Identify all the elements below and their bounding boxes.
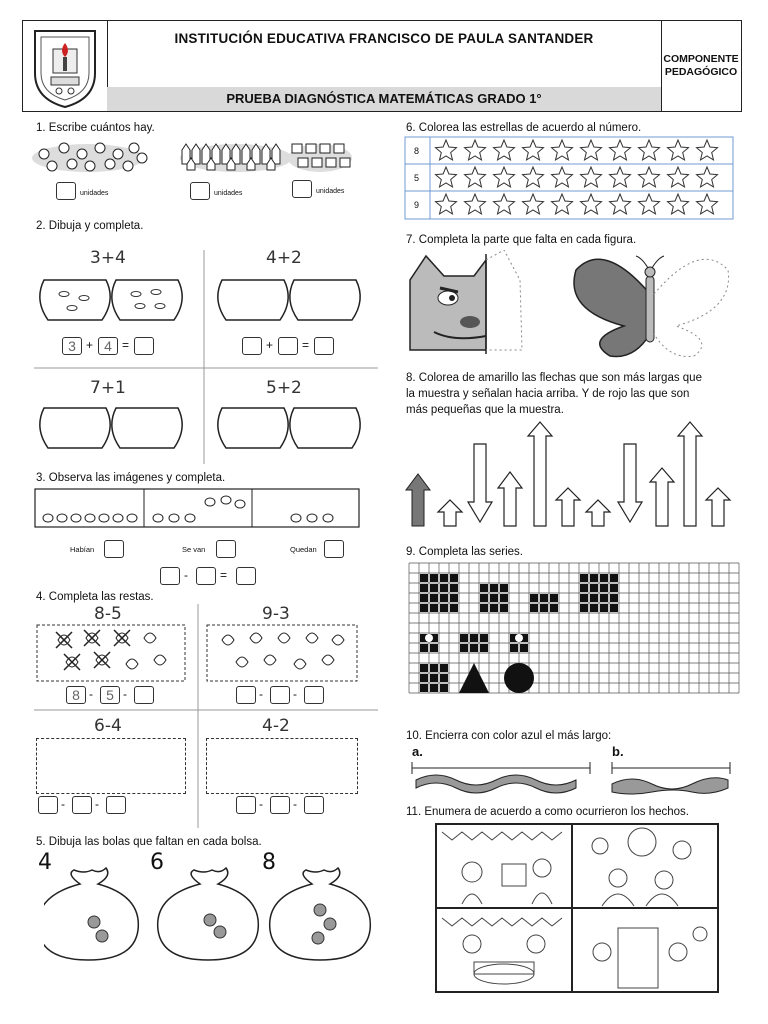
grid-cell-filled [600,574,608,582]
q4-panel3-minus-2: - [95,797,99,811]
q2-panel2-box-result[interactable] [314,337,334,355]
grid-cell-filled [500,594,508,602]
school-shield-icon [23,21,107,111]
q5-number-2: 6 [150,850,164,875]
grid-cell-filled [480,594,488,602]
grid-cell-filled [440,584,448,592]
component-label [661,53,741,79]
grid-cell-filled [500,584,508,592]
q2-panel1-equals: = [122,338,130,352]
grid-cell-filled [500,604,508,612]
grid-cell-filled [600,604,608,612]
q10-option-a-label: a. [412,744,423,759]
triangle-icon [459,663,489,693]
grid-cell-filled [420,644,428,652]
q2-panel1-expression: 3+4 [90,248,126,268]
q1-answer-box-1[interactable] [56,182,76,200]
q3-equals: = [220,568,228,582]
q3-label-habian: Habían [70,545,95,554]
q1-unit-label-2: unidades [214,190,243,197]
q11-prompt: 11. Enumera de acuerdo a como ocurrieron los hechos. [406,806,689,818]
q4-panel4-expression: 4-2 [262,716,290,736]
q2-panel1-box-result[interactable] [134,337,154,355]
q4-panel4-box-result[interactable] [304,796,324,814]
q4-panel2-box-a[interactable] [236,686,256,704]
grid-cell-filled [490,604,498,612]
q6-prompt: 6. Colorea las estrellas de acuerdo al número. [406,122,642,134]
component-cell [661,21,741,111]
q4-panel3-box-result[interactable] [106,796,126,814]
q4-prompt: 4. Completa las restas. [36,591,154,603]
q4-panel4-box-a[interactable] [236,796,256,814]
grid-cell-filled [420,674,428,682]
q1-answer-box-2[interactable] [190,182,210,200]
q1-answer-box-3[interactable] [292,180,312,198]
bags-with-balls-icon [44,866,384,966]
grid-cell-filled [600,584,608,592]
grid-cell-filled [460,644,468,652]
grid-cell-filled [580,604,588,612]
grid-cell-filled [450,604,458,612]
header-table [22,20,742,112]
grid-cell-filled [550,594,558,602]
birds-strip-image [34,488,360,528]
grid-cell-filled [610,594,618,602]
fishbowls-empty-icon [36,400,206,460]
q7-prompt: 7. Completa la parte que falta en cada figura. [406,234,637,246]
grid-cell-filled [580,574,588,582]
grid-cell-filled [540,604,548,612]
q4-panel1-box-b[interactable]: 5 [100,686,120,704]
q2-panel1-box-b[interactable]: 4 [98,337,118,355]
q4-panel3-drawing-area[interactable] [36,738,186,794]
q11-story-panels [432,822,722,994]
q4-panel2-box-b[interactable] [270,686,290,704]
q2-panel4-expression: 5+2 [266,378,302,398]
q4-panel2-box-result[interactable] [304,686,324,704]
grid-circle-mark [515,634,523,642]
grid-cell-filled [420,574,428,582]
q2-panel1-box-a[interactable]: 3 [62,337,82,355]
q2-panel3-expression: 7+1 [90,378,126,398]
grid-cell-filled [440,594,448,602]
grid-cell-filled [590,574,598,582]
q5-number-1: 4 [38,850,52,875]
fishbowls-empty-icon [214,272,384,332]
q5-number-3: 8 [262,850,276,875]
q4-panel3-box-b[interactable] [72,796,92,814]
component-line-2: PEDAGÓGICO [664,66,738,78]
grid-cell-filled [490,584,498,592]
school-logo [23,21,108,111]
grid-cell-filled [590,594,598,602]
component-line-1: COMPONENTE [663,53,739,65]
grid-cell-filled [450,584,458,592]
q6-row2-number: 5 [414,173,420,183]
fishbowls-empty-icon [214,400,384,460]
institution-cell [107,21,662,88]
q2-panel2-expression: 4+2 [266,248,302,268]
q6-star-table [404,136,734,220]
q8-prompt-line3: más pequeñas que la muestra. [406,404,564,416]
grid-cell-filled [610,574,618,582]
q3-label-quedan: Quedan [290,545,317,554]
q4-panel4-minus-2: - [293,797,297,811]
grid-cell-filled [430,664,438,672]
q3-minus: - [184,568,188,582]
q1-prompt: 1. Escribe cuántos hay. [36,122,155,134]
q4-panel3-expression: 6-4 [94,716,122,736]
grid-cell-filled [440,574,448,582]
grid-cell-filled [430,674,438,682]
q4-panel1-minus: - [89,687,93,701]
q4-panel2-expression: 9-3 [262,604,290,624]
grid-cell-filled [450,574,458,582]
q4-panel1-expression: 8-5 [94,604,122,624]
q3-box-se-van[interactable] [216,540,236,558]
q10-option-b-label: b. [612,744,624,759]
q9-prompt: 9. Completa las series. [406,546,523,558]
grid-cell-filled [480,604,488,612]
circle-icon [504,663,534,693]
grid-cell-filled [420,584,428,592]
grid-cell-filled [590,604,598,612]
q4-panel3-box-a[interactable] [38,796,58,814]
q3-eq-box-2[interactable] [196,567,216,585]
grid-cell-filled [430,644,438,652]
exam-title-cell [107,87,662,111]
q8-prompt-line2: la muestra y señalan hacia arriba. Y de rojo las que son [406,388,690,400]
grid-cell-filled [440,604,448,612]
grid-cell-filled [580,584,588,592]
q3-eq-box-3[interactable] [236,567,256,585]
q4-panel3-minus: - [61,797,65,811]
grid-cell-filled [420,594,428,602]
q2-panel2-equals: = [302,338,310,352]
arrows-images [400,418,740,528]
grid-cell-filled [550,604,558,612]
grid-cell-filled [450,594,458,602]
grid-cell-filled [470,644,478,652]
grid-cell-filled [430,574,438,582]
grid-cell-filled [590,584,598,592]
grid-cell-filled [470,634,478,642]
q2-prompt: 2. Dibuja y completa. [36,220,144,232]
q1-unit-label-1: unidades [80,190,109,197]
q3-prompt: 3. Observa las imágenes y completa. [36,472,226,484]
q4-panel2-minus: - [259,687,263,701]
grid-cell-filled [430,604,438,612]
grid-cell-filled [430,584,438,592]
q6-row3-number: 9 [414,200,420,210]
q10-worms-image[interactable] [408,760,738,796]
grid-cell-filled [530,604,538,612]
q3-eq-box-1[interactable] [160,567,180,585]
grid-cell-filled [610,604,618,612]
q2-panel2-box-a[interactable] [242,337,262,355]
q5-prompt: 5. Dibuja las bolas que faltan en cada bolsa. [36,836,262,848]
grid-cell-filled [490,594,498,602]
grid-cell-filled [420,684,428,692]
q2-panel2-plus: + [266,338,274,352]
q4-panel2-minus-2: - [293,687,297,701]
grid-circle-mark [425,634,433,642]
q4-panel1-box-result[interactable] [134,686,154,704]
q9-series-grid [408,562,740,700]
half-figures-images [404,250,734,366]
grid-cell-filled [510,644,518,652]
grid-cell-filled [420,664,428,672]
q8-prompt-line1: 8. Colorea de amarillo las flechas que son más largas que [406,372,702,384]
grid-cell-filled [610,584,618,592]
grid-cell-filled [420,604,428,612]
grid-cell-filled [460,634,468,642]
q6-row1-number: 8 [414,146,420,156]
q3-box-habian[interactable] [104,540,124,558]
q2-panel1-plus: + [86,338,94,352]
leaves-icon [206,624,358,682]
q3-label-se-van: Se van [182,545,206,554]
grid-cell-filled [440,674,448,682]
grid-cell-filled [600,594,608,602]
q4-panel4-box-b[interactable] [270,796,290,814]
grid-cell-filled [540,594,548,602]
grid-cell-filled [430,684,438,692]
q1-unit-label-3: unidades [316,188,345,195]
grid-cell-filled [440,684,448,692]
q4-panel4-drawing-area[interactable] [206,738,358,794]
leaves-crossed-icon [36,624,186,682]
grid-cell-filled [530,594,538,602]
grid-cell-filled [430,594,438,602]
grid-cell-filled [440,664,448,672]
q2-panel2-box-b[interactable] [278,337,298,355]
grid-cell-filled [480,584,488,592]
grid-cell-filled [480,644,488,652]
q4-panel1-minus-2: - [123,687,127,701]
grid-cell-filled [520,644,528,652]
q3-box-quedan[interactable] [324,540,344,558]
grid-cell-filled [580,594,588,602]
q4-panel4-minus: - [259,797,263,811]
exam-title: PRUEBA DIAGNÓSTICA MATEMÁTICAS GRADO 1° [226,91,542,106]
institution-name: INSTITUCIÓN EDUCATIVA FRANCISCO DE PAULA SANTANDER [174,31,594,46]
q4-panel1-box-a[interactable]: 8 [66,686,86,704]
q10-prompt: 10. Encierra con color azul el más largo: [406,730,612,742]
grid-cell-filled [480,634,488,642]
fishbowls-with-fish-icon [36,272,206,332]
